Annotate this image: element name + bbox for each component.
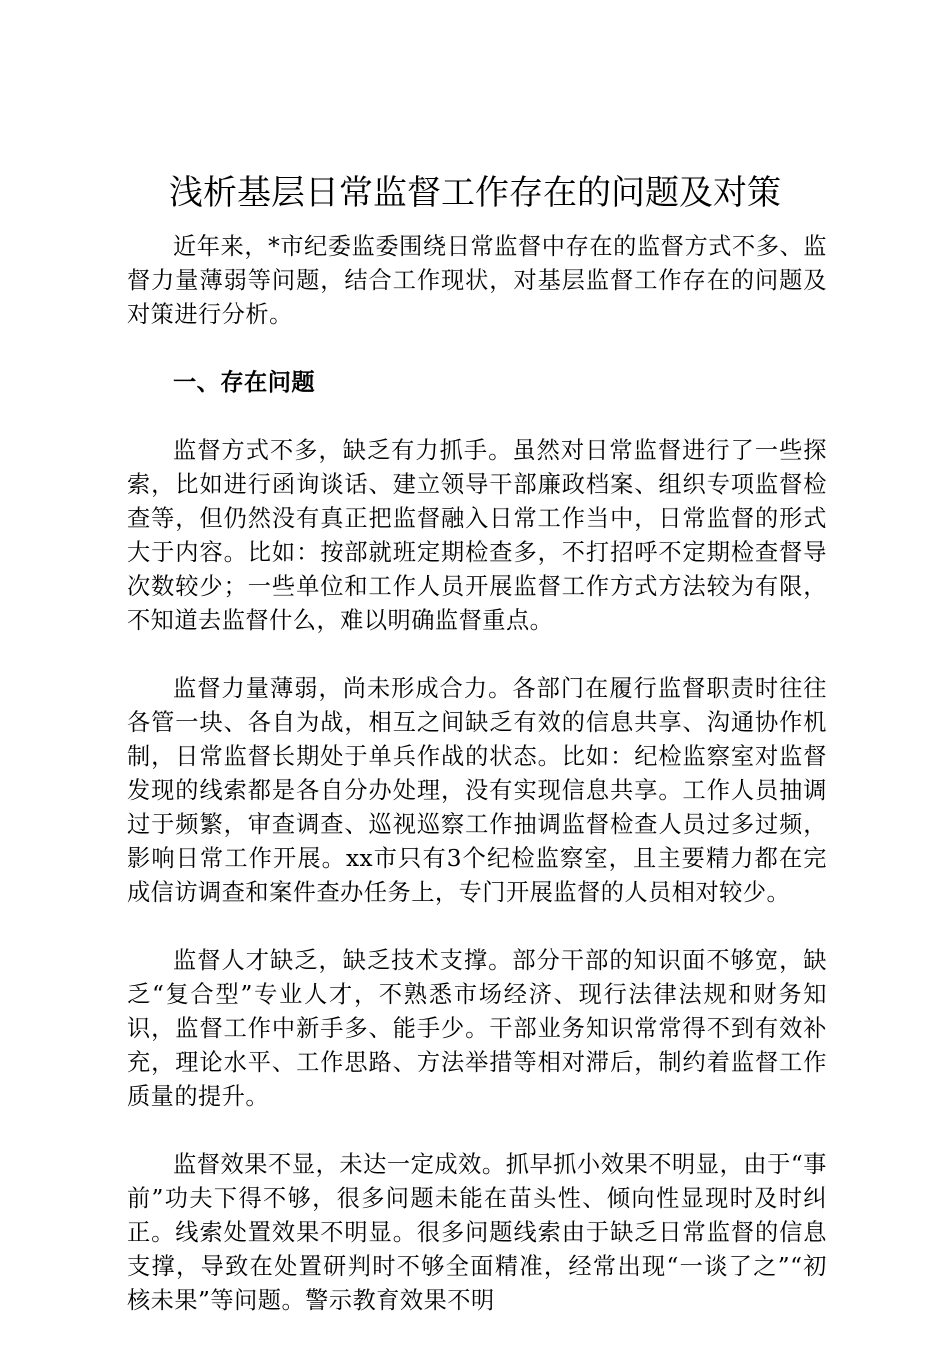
intro-paragraph: 近年来，*市纪委监委围绕日常监督中存在的监督方式不多、监督力量薄弱等问题，结合工作现状，对基层监督工作存在的问题及对策进行分析。 bbox=[127, 233, 827, 328]
section-heading-existing-problems: 一、存在问题 bbox=[173, 369, 316, 396]
paragraph-supervision-talent: 监督人才缺乏，缺乏技术支撑。部分干部的知识面不够宽，缺乏“复合型”专业人才，不熟悉市场经济、现行法律法规和财务知识，监督工作中新手多、能手少。干部业务知识常常得不到有效补充，理论水平、工作思路、方法举措等相对滞后，制约着监督工作质量的提升。 bbox=[127, 947, 827, 1110]
document-title: 浅析基层日常监督工作存在的问题及对策 bbox=[169, 173, 781, 213]
paragraph-supervision-strength: 监督力量薄弱，尚未形成合力。各部门在履行监督职责时往往各管一块、各自为战，相互之间缺乏有效的信息共享、沟通协作机制，日常监督长期处于单兵作战的状态。比如：纪检监察室对监督发现的线索都是各自分办处理，没有实现信息共享。工作人员抽调过于频繁，审查调查、巡视巡察工作抽调监督检查人员过多过频，影响日常工作开展。xx市只有3个纪检监察室，且主要精力都在完成信访调查和案件查办任务上，专门开展监督的人员相对较少。 bbox=[127, 675, 827, 906]
document-body bbox=[127, 230, 827, 1352]
paragraph-supervision-effect: 监督效果不显，未达一定成效。抓早抓小效果不明显，由于“事前”功夫下得不够，很多问题未能在苗头性、倾向性显现时及时纠正。线索处置效果不明显。很多问题线索由于缺乏日常监督的信息支撑，导致在处置研判时不够全面精准，经常出现“一谈了之”“初核未果”等问题。警示教育效果不明 bbox=[127, 1151, 827, 1314]
paragraph-supervision-methods: 监督方式不多，缺乏有力抓手。虽然对日常监督进行了一些探索，比如进行函询谈话、建立领导干部廉政档案、组织专项监督检查等，但仍然没有真正把监督融入日常工作当中，日常监督的形式大于内容。比如：按部就班定期检查多，不打招呼不定期检查督导次数较少；一些单位和工作人员开展监督工作方式方法较为有限，不知道去监督什么，难以明确监督重点。 bbox=[127, 437, 827, 634]
